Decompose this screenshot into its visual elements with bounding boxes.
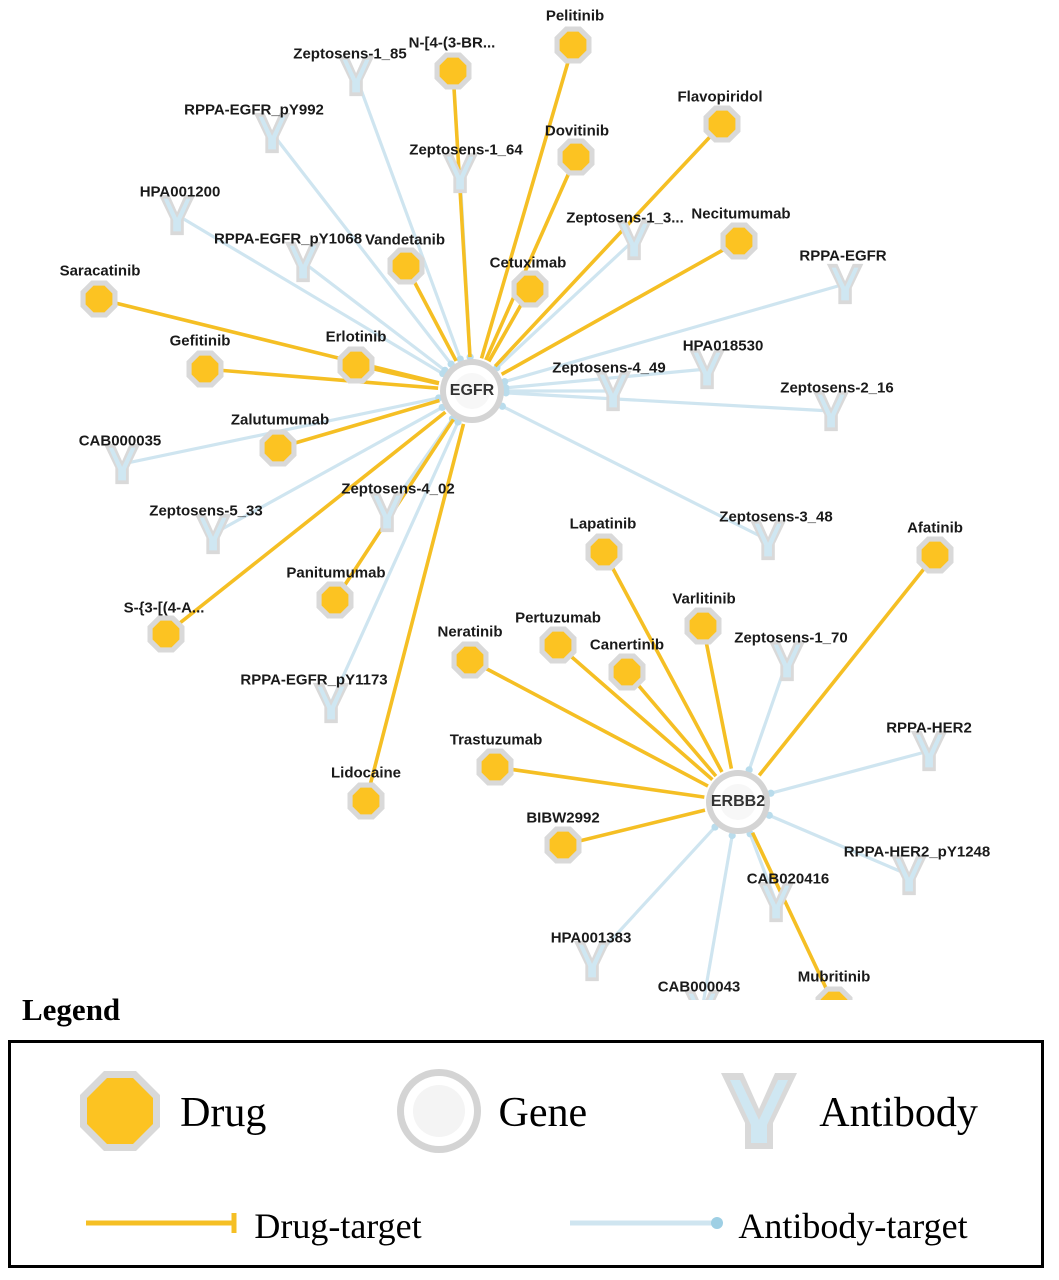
edge-antibody-target [497,240,634,368]
antibody-node[interactable] [104,444,140,484]
drug-node[interactable] [540,627,577,664]
drug-node-label: Lapatinib [569,515,637,533]
drug-node[interactable] [721,223,758,260]
drug-node[interactable] [555,27,592,64]
antibody-node[interactable] [891,855,927,895]
legend-item-drug-target [84,1205,421,1247]
antibody-node-label: Zeptosens-4_02 [341,480,455,498]
drug-node-label: N-[4-(3-BR... [408,34,496,52]
antibody-target-edge-icon [568,1210,728,1241]
drug-node[interactable] [816,987,853,1001]
drug-node-label: S-{3-[(4-A... [123,599,205,617]
edge-antibody-target [502,406,768,540]
drug-node-label: Trastuzumab [449,731,543,749]
antibody-node[interactable] [369,492,405,532]
drug-node[interactable] [187,351,224,388]
drug-node[interactable] [260,430,297,467]
antibody-node[interactable] [442,153,478,193]
drug-node[interactable] [317,582,354,619]
antibody-node[interactable] [195,514,231,554]
edge-antibody-target [356,76,460,359]
edge-drug-target [502,241,739,374]
edge-drug-target [495,767,704,797]
drug-node-label: Pertuzumab [515,609,601,627]
drug-node-label: Erlotinib [325,328,387,346]
drug-node[interactable] [452,642,489,679]
drug-node[interactable] [388,248,425,285]
edge-drug-target [563,810,705,845]
antibody-node[interactable] [313,683,349,723]
drug-node-label: Dovitinib [544,122,610,140]
drug-node-label: Zalutumumab [230,411,330,429]
edge-drug-target [205,369,438,388]
antibody-node[interactable] [684,990,720,1000]
legend-edge-row [11,1183,1041,1268]
antibody-node[interactable] [285,242,321,282]
edge-antibody-target [702,836,732,1000]
drug-node[interactable] [81,281,118,318]
antibody-node[interactable] [750,520,786,560]
legend-label-antibody-target: Antibody-target [738,1205,968,1246]
antibody-node-label: RPPA-EGFR [799,247,887,265]
antibody-node-icon [713,1065,805,1162]
antibody-node-label: Zeptosens-1_64 [409,141,523,159]
edge-antibody-target [272,133,451,364]
edge-antibody-target [213,407,442,534]
antibody-node[interactable] [827,264,863,304]
drug-node-label: Mubritinib [797,968,871,986]
legend-label-gene: Gene [498,1090,588,1136]
drug-node[interactable] [148,616,185,653]
antibody-node[interactable] [574,941,610,981]
drug-node-label: Gefitinib [169,332,231,350]
antibody-node-label: RPPA-EGFR_pY1068 [213,230,363,248]
antibody-node-label: Zeptosens-1_85 [293,45,407,63]
legend-node-row [11,1043,1041,1183]
edge-antibody-target [592,827,715,961]
drug-node-label: Varlitinib [672,590,736,608]
antibody-node-label: RPPA-EGFR_pY1173 [240,671,388,689]
drug-node-label: Flavopiridol [677,88,763,106]
drug-node[interactable] [558,139,595,176]
drug-node[interactable] [609,654,646,691]
antibody-node-label: CAB000035 [78,432,162,450]
drug-node-label: Neratinib [437,623,503,641]
drug-node-label: BIBW2992 [526,809,600,827]
gene-node[interactable] [440,359,504,423]
drug-node[interactable] [348,783,385,820]
drug-node-label: Saracatinib [59,262,141,280]
legend-item-gene [393,1065,588,1162]
gene-node-icon [393,1065,485,1162]
legend-item-antibody [713,1065,978,1162]
legend-box [8,1040,1044,1268]
antibody-node-label: Zeptosens-2_16 [780,379,894,397]
drug-node-label: Cetuximab [489,254,567,272]
antibody-node[interactable] [758,882,794,922]
edge-antibody-target [505,284,845,382]
gene-node-label: EGFR [449,382,495,399]
antibody-node-label: HPA001383 [550,929,632,947]
antibody-node-label: HPA018530 [682,337,764,355]
legend-label-drug-target: Drug-target [254,1205,422,1246]
gene-node[interactable] [706,770,770,834]
edge-drug-target [627,672,716,776]
antibody-node[interactable] [338,56,374,96]
gene-node-label: ERBB2 [710,793,766,810]
drug-node[interactable] [512,271,549,308]
drug-node-label: Necitumumab [691,205,791,223]
drug-node[interactable] [435,53,472,90]
antibody-node-label: CAB020416 [746,870,830,888]
antibody-node-label: CAB000043 [657,978,741,996]
antibody-node-label: HPA001200 [139,183,221,201]
drug-node-label: Pelitinib [545,7,605,25]
drug-node[interactable] [545,827,582,864]
edge-drug-target [453,71,470,357]
antibody-node-label: Zeptosens-1_3... [566,209,684,227]
drug-node[interactable] [586,534,623,571]
antibody-node[interactable] [911,731,947,771]
edge-antibody-target [771,751,929,793]
antibody-node-label: Zeptosens-4_49 [552,359,666,377]
drug-node[interactable] [338,347,375,384]
drug-node-icon [74,1065,166,1162]
edge-antibody-target [506,393,831,411]
drug-node-label: Panitumumab [286,564,386,582]
drug-node-label: Lidocaine [330,764,402,782]
antibody-node-label: RPPA-EGFR_pY992 [184,101,324,119]
legend-item-drug [74,1065,266,1162]
legend-label-antibody: Antibody [819,1090,978,1136]
drug-node[interactable] [917,537,954,574]
antibody-node[interactable] [616,220,652,260]
edge-drug-target [753,833,834,1000]
antibody-node[interactable] [159,195,195,235]
drug-node[interactable] [477,749,514,786]
antibody-node-label: RPPA-HER2 [886,719,972,737]
legend-item-antibody-target [568,1205,967,1247]
drug-node-label: Vandetanib [364,231,446,249]
antibody-node[interactable] [769,641,805,681]
antibody-node-label: Zeptosens-3_48 [719,508,833,526]
edge-antibody-target [769,815,909,875]
antibody-node-label: RPPA-HER2_pY1248 [843,843,991,861]
legend-title: Legend [22,992,121,1027]
legend-label-drug: Drug [180,1090,267,1136]
drug-node-label: Canertinib [589,636,665,654]
drug-node[interactable] [704,106,741,143]
drug-target-edge-icon [84,1210,244,1241]
edge-antibody-target [331,422,458,703]
edge-drug-target [278,401,439,448]
antibody-node-label: Zeptosens-5_33 [149,502,263,520]
drug-node-label: Afatinib [907,519,963,537]
drug-node[interactable] [685,608,722,645]
antibody-node-label: Zeptosens-1_70 [734,629,848,647]
